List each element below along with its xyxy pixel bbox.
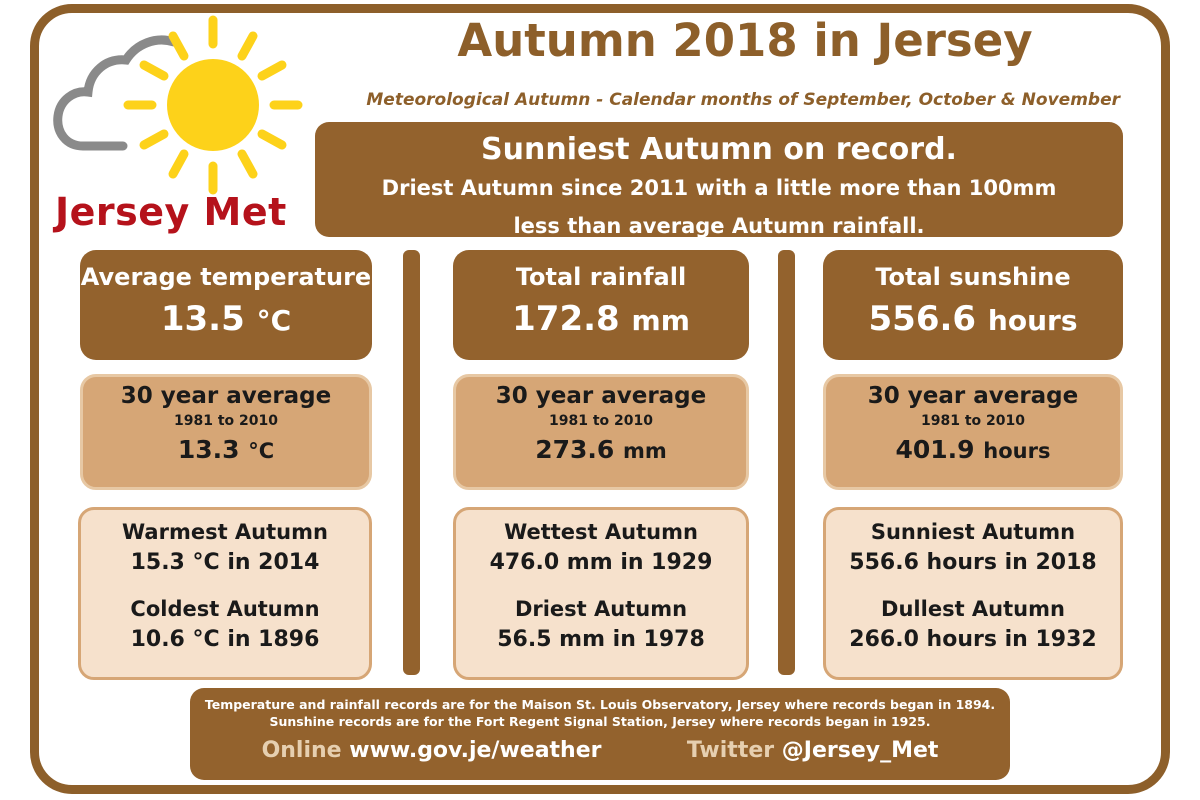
wettest-label: Wettest Autumn bbox=[504, 520, 698, 544]
wettest-value: 476.0 mm in 1929 bbox=[489, 550, 713, 575]
rainfall-average-box bbox=[453, 374, 749, 490]
sunshine-average-box bbox=[823, 374, 1123, 490]
twitter-link[interactable]: @Jersey_Met bbox=[781, 738, 939, 763]
rainfall-value: 172.8 mm bbox=[512, 299, 690, 339]
footer-note-temperature: Temperature and rainfall records are for the Maison St. Louis Observatory, Jersey where records began in 1894. bbox=[204, 697, 996, 712]
temperature-main-box bbox=[80, 250, 372, 360]
driest-label: Driest Autumn bbox=[514, 597, 688, 621]
driest-value: 56.5 mm in 1978 bbox=[497, 627, 705, 652]
warmest-label: Warmest Autumn bbox=[122, 520, 328, 544]
sunshine-value: 556.6 hours bbox=[868, 299, 1078, 339]
column-divider bbox=[403, 250, 420, 675]
online-link[interactable]: www.gov.je/weather bbox=[349, 738, 602, 763]
temperature-title: Average temperature bbox=[80, 263, 372, 291]
sunshine-records-box bbox=[823, 507, 1123, 680]
headline-banner bbox=[315, 122, 1123, 237]
dullest-value: 266.0 hours in 1932 bbox=[849, 627, 1097, 652]
temperature-average-label: 30 year average bbox=[120, 383, 332, 409]
headline-line3: less than average Autumn rainfall. bbox=[513, 214, 925, 238]
twitter-prefix: Twitter bbox=[686, 738, 775, 763]
coldest-label: Coldest Autumn bbox=[130, 597, 320, 621]
sunniest-value: 556.6 hours in 2018 bbox=[849, 550, 1097, 575]
coldest-value: 10.6 °C in 1896 bbox=[130, 627, 320, 652]
temperature-average-period: 1981 to 2010 bbox=[174, 413, 278, 429]
temperature-records-box bbox=[78, 507, 372, 680]
rainfall-records-box bbox=[453, 507, 749, 680]
sunshine-average-value: 401.9 hours bbox=[895, 435, 1051, 464]
sunshine-title: Total sunshine bbox=[875, 263, 1071, 291]
page-title: Autumn 2018 in Jersey bbox=[457, 14, 1033, 67]
temperature-average-value: 13.3 °C bbox=[177, 435, 275, 464]
dullest-label: Dullest Autumn bbox=[881, 597, 1065, 621]
headline-line1: Sunniest Autumn on record. bbox=[481, 132, 957, 167]
rainfall-average-value: 273.6 mm bbox=[535, 435, 667, 464]
sunshine-average-label: 30 year average bbox=[867, 383, 1079, 409]
headline-line2: Driest Autumn since 2011 with a little more than 100mm bbox=[381, 176, 1057, 200]
warmest-value: 15.3 °C in 2014 bbox=[130, 550, 320, 575]
logo-text: Jersey Met bbox=[55, 190, 287, 234]
footer-banner bbox=[190, 688, 1010, 780]
sunshine-average-period: 1981 to 2010 bbox=[921, 413, 1025, 429]
temperature-value: 13.5 °C bbox=[160, 299, 292, 339]
rainfall-title: Total rainfall bbox=[515, 263, 687, 291]
temperature-average-box bbox=[80, 374, 372, 490]
rainfall-average-label: 30 year average bbox=[495, 383, 707, 409]
page-subtitle: Meteorological Autumn - Calendar months of September, October & November bbox=[366, 90, 1120, 110]
footer-links bbox=[190, 738, 1010, 763]
sunniest-label: Sunniest Autumn bbox=[870, 520, 1076, 544]
sunshine-main-box bbox=[823, 250, 1123, 360]
rainfall-main-box bbox=[453, 250, 749, 360]
column-divider bbox=[778, 250, 795, 675]
rainfall-average-period: 1981 to 2010 bbox=[549, 413, 653, 429]
footer-note-sunshine: Sunshine records are for the Fort Regent Signal Station, Jersey where records began in 1925. bbox=[269, 714, 931, 729]
online-prefix: Online bbox=[261, 738, 342, 763]
